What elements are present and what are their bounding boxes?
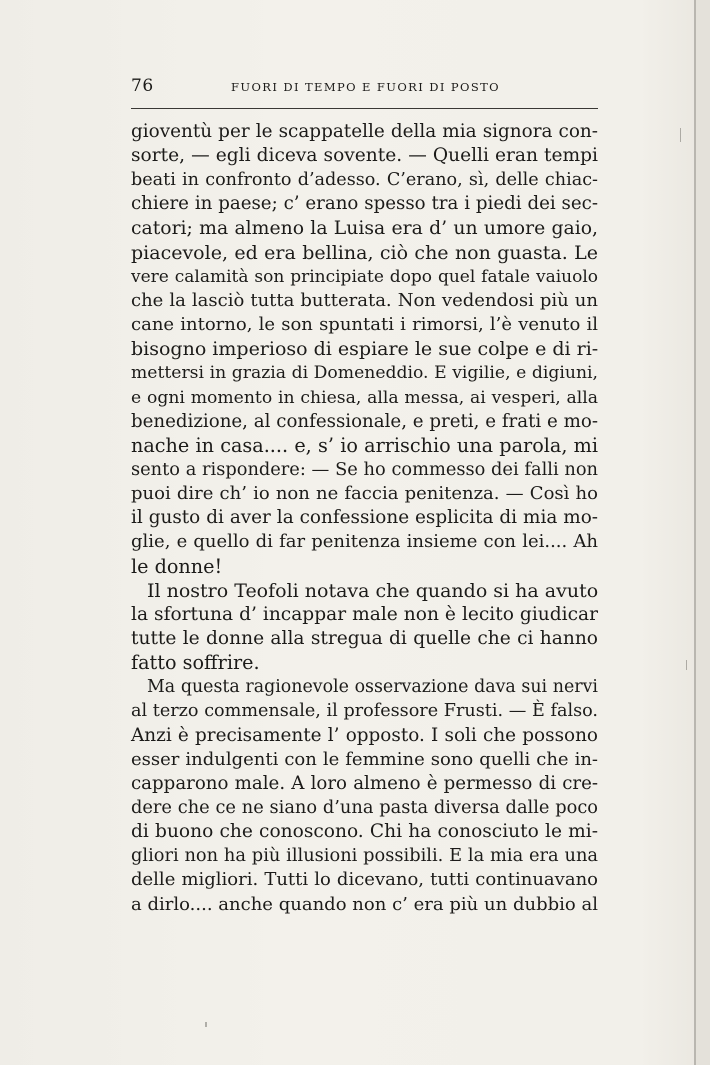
page-edge-shadow	[696, 0, 710, 1065]
text-line: nache in casa.... e, s’ io arrischio una parola, mi	[131, 433, 598, 457]
text-line: gioventù per le scappatelle della mia signora con-	[131, 121, 598, 142]
text-line: delle migliori. Tutti lo dicevano, tutti continuavano	[131, 869, 598, 891]
text-line: chiere in paese; c’ erano spesso tra i piedi dei sec-	[131, 193, 598, 215]
text-line: il gusto di aver la confessione esplicita di mia mo-	[131, 507, 598, 529]
page-edge-line	[694, 0, 696, 1065]
text-line: cane intorno, le son spuntati i rimorsi, l’è venuto il	[131, 314, 598, 336]
text-line: esser indulgenti con le femmine sono quelli che in-	[131, 748, 598, 770]
text-line: e ogni momento in chiesa, alla messa, ai vesperi, alla	[131, 387, 598, 408]
text-line: di buono che conoscono. Chi ha conosciuto le mi-	[131, 821, 598, 843]
text-line: beati in confronto d’adesso. C’erano, sì, delle chiac-	[131, 170, 598, 191]
text-line: Il nostro Teofoli notava che quando si ha avuto	[147, 579, 599, 602]
text-line: catori; ma almeno la Luisa era d’ un umore gaio,	[131, 217, 598, 239]
text-line: glie, e quello di far penitenza insieme con lei.... Ah	[131, 531, 598, 553]
text-line: mettersi in grazia di Domeneddio. E vigilie, e digiuni,	[131, 363, 598, 384]
text-line: capparono male. A loro almeno è permesso di cre-	[131, 772, 598, 794]
print-speck	[680, 128, 681, 142]
page-number: 76	[131, 76, 154, 96]
text-line: che la lasciò tutta butterata. Non vedendosi più un	[131, 289, 598, 311]
text-line: gliori non ha più illusioni possibili. E la mia era una	[131, 845, 598, 867]
text-line: sento a rispondere: — Se ho commesso dei falli non	[131, 458, 598, 480]
text-line: dere che ce ne siano d’una pasta diversa dalle poco	[131, 796, 598, 818]
text-line: puoi dire ch’ io non ne faccia penitenza. — Così ho	[131, 483, 598, 505]
running-title: FUORI DI TEMPO E FUORI DI POSTO	[231, 80, 501, 94]
text-line: vere calamità son principiate dopo quel fatale vaiuolo	[131, 266, 598, 287]
text-line: tutte le donne alla stregua di quelle che ci hanno	[131, 627, 598, 649]
print-speck	[205, 1022, 207, 1027]
text-line: le donne!	[131, 554, 223, 578]
header-rule	[131, 108, 598, 109]
text-line: al terzo commensale, il professore Frusti. — È falso.	[131, 701, 598, 722]
text-line: a dirlo.... anche quando non c’ era più un dubbio al	[131, 893, 598, 915]
page-header	[131, 74, 598, 98]
text-line: Ma questa ragionevole osservazione dava sui nervi	[147, 677, 598, 698]
text-line: bisogno imperioso di espiare le sue colpe e di ri-	[131, 338, 599, 361]
text-line: fatto soffrire.	[131, 651, 260, 675]
text-line: sorte, — egli diceva sovente. — Quelli eran tempi	[131, 145, 598, 167]
text-line: piacevole, ed era bellina, ciò che non guasta. Le	[131, 241, 598, 264]
text-line: Anzi è precisamente l’ opposto. I soli che possono	[131, 724, 598, 746]
print-speck	[686, 660, 687, 670]
body-text	[131, 120, 598, 917]
text-line: la sfortuna d’ incappar male non è lecito giudicar	[131, 603, 598, 625]
text-line: benedizione, al confessionale, e preti, e frati e mo-	[131, 410, 598, 432]
